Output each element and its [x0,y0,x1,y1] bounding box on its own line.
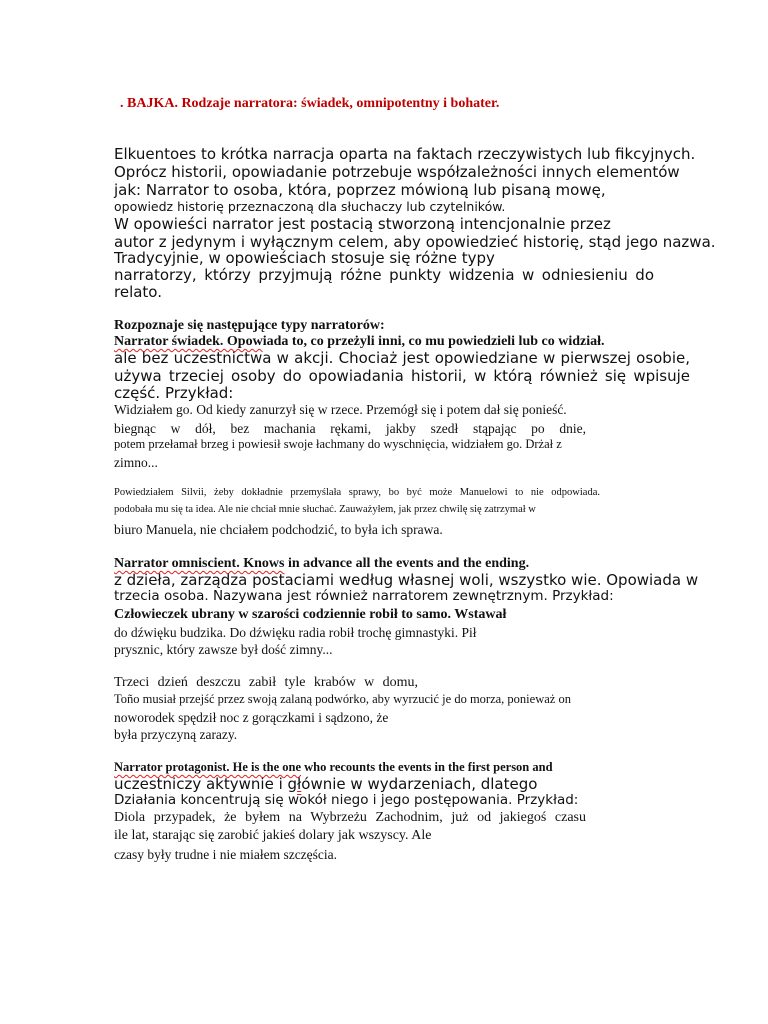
intro-line: opowiedz historię przeznaczoną dla słuchaczy lub czytelników. [114,199,506,214]
omniscient-example-line: prysznic, który zawsze był dość zimny... [114,642,333,657]
witness-line: część. Przykład: [114,384,234,402]
witness-example-line: zimno... [114,455,158,470]
intro-line: W opowieści narrator jest postacią stworzoną intencjonalnie przez [114,215,611,233]
protagonist-example-line: czasy były trudne i nie miałem szczęścia. [114,847,338,862]
witness-heading [114,334,605,350]
omniscient-example-line: Trzeci dzień deszczu zabił tyle krabów w domu, [114,675,418,690]
witness-example-line: biegnąc w dół, bez machania rękami, jakby szedł stąpając po dnie, [114,421,586,436]
protagonist-line: Działania koncentrują się wokół niego i jego postępowania. Przykład: [114,792,579,808]
protagonist-line-part: ównie w wydarzeniach, dlatego [301,775,538,793]
witness-heading-underlined: Narrator świadek. Opow [114,334,263,349]
intro-line: Oprócz historii, opowiadanie potrzebuje współzależności innych elementów [114,163,680,181]
witness-line: używa trzeciej osoby do opowiadania historii, w którą również się wpisuje [114,367,690,385]
omniscient-example-line: Toño musiał przejść przez swoją zalaną podwórko, aby wyrzucić je do morza, ponieważ on [114,692,571,706]
omniscient-line: trzecia osoba. Nazywana jest również narratorem zewnętrznym. Przykład: [114,588,614,604]
document-title: . BAJKA. Rodzaje narratora: świadek, omnipotentny i bohater. [120,96,500,111]
intro-line: relato. [114,283,162,301]
protagonist-heading-rest: who recounts the events in the first person and [301,760,553,774]
intro-line: Elkuentoes to krótka narracja oparta na faktach rzeczywistych lub fikcyjnych. [114,145,696,163]
omniscient-example-line: noworodek spędził noc z gorączkami i sądzono, że [114,710,389,725]
protagonist-example-line: ile lat, starając się zarobić jakieś dolary jak wszyscy. Ale [114,828,432,843]
omniscient-example-line: Człowieczek ubrany w szarości codziennie robił to samo. Wstawał [114,607,507,622]
witness-example-line: podobała mu się ta idea. Ale nie chciał mnie słuchać. Zauważyłem, jak przez chwilę się zatrzymał w [114,504,536,515]
intro-line: narratorzy, którzy przyjmują różne punkty widzenia w odniesieniu do [114,266,654,284]
omniscient-heading-underlined: Narrator omniscient. Knows [114,556,285,571]
intro-line: autor z jedynym i wyłącznym celem, aby opowiedzieć historię, stąd jego nazwa. [114,233,716,251]
omniscient-example-line: do dźwięku budzika. Do dźwięku radia robił trochę gimnastyki. Pił [114,625,477,640]
witness-example-line: Powiedziałem Silvii, żeby dokładnie przemyślała sprawy, bo być może Manuelowi to nie odpowiada. [114,487,600,498]
spellcheck-mark: ł [297,775,302,793]
protagonist-line [114,776,537,793]
witness-example-line: potem przełamał brzeg i powiesił swoje łachmany do wyschnięcia, widziałem go. Drżał z [114,437,562,451]
omniscient-heading [114,556,529,572]
intro-line: jak: Narrator to osoba, która, poprzez mówioną lub pisaną mowę, [114,181,606,199]
types-heading: Rozpoznaje się następujące typy narratorów: [114,318,385,333]
protagonist-line-part: uczestniczy aktywnie i g [114,775,298,793]
omniscient-example-line: była przyczyną zarazy. [114,727,238,742]
protagonist-example-line: Diola przypadek, że byłem na Wybrzeżu Zachodnim, już od jakiegoś czasu [114,810,586,825]
protagonist-heading-underlined: Narrator protagonist. He is the one [114,760,302,774]
intro-line: Tradycyjnie, w opowieściach stosuje się różne typy [114,249,495,267]
witness-line: ale bez uczestnictwa w akcji. Chociaż jest opowiedziane w pierwszej osobie, [114,349,690,367]
witness-heading-rest: iada to, co przeżyli inni, co mu powiedzieli lub co widział. [262,334,605,349]
omniscient-line: z dzieła, zarządza postaciami według własnej woli, wszystko wie. Opowiada w [114,571,699,589]
protagonist-heading [114,760,553,774]
witness-example-line: biuro Manuela, nie chciałem podchodzić, to była ich sprawa. [114,522,443,537]
witness-example-line: Widziałem go. Od kiedy zanurzył się w rzece. Przemógł się i potem dał się ponieść. [114,402,567,417]
omniscient-heading-rest: in advance all the events and the ending. [284,556,530,571]
